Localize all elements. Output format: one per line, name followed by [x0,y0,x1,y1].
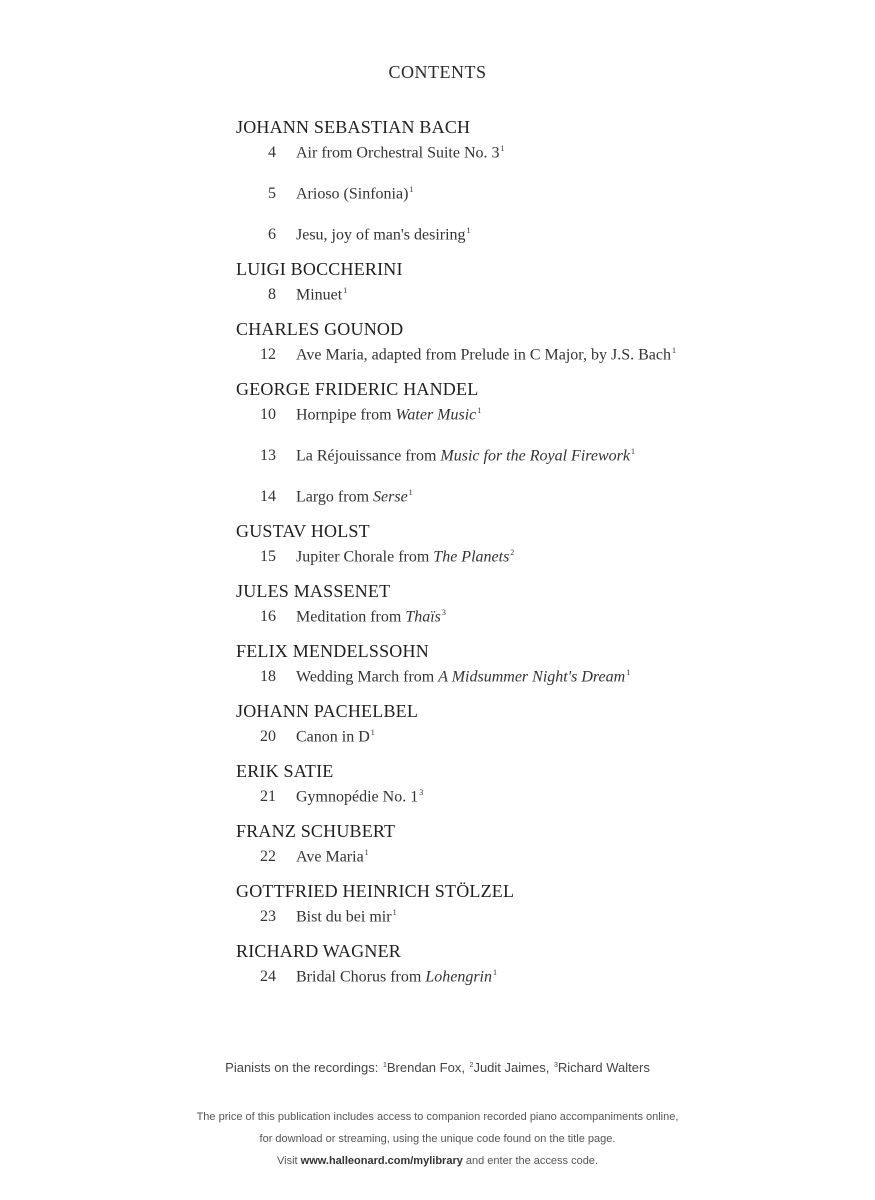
piece-title-text: Gymnopédie No. 1 [296,788,419,806]
access-note-line-1: The price of this publication includes access to companion recorded piano accompaniments online, [196,1111,679,1123]
piece-title-text: Air from Orchestral Suite No. 3 [296,144,500,162]
toc-entry[interactable] [236,842,856,866]
pianist-footnote-marker: 1 [408,488,413,497]
toc-entry[interactable] [236,962,856,986]
page-number: 4 [268,144,276,162]
work-title-italic: The Planets [433,548,510,566]
work-title-italic: Water Music [395,406,477,424]
composer-section [236,521,856,566]
access-note-enter-code: and enter the access code. [462,1155,598,1167]
access-note-line-3 [0,1150,875,1172]
piece-title [296,542,514,567]
toc-entry[interactable] [236,902,856,926]
pianist-name: Brendan Fox [386,1060,462,1075]
piece-title-text: Hornpipe from [296,406,396,424]
piece-title-text: Jesu, joy of man's desiring [296,226,466,244]
piece-title [296,441,635,466]
page-number: 10 [260,406,276,424]
library-url-link[interactable]: www.halleonard.com/mylibrary [300,1155,463,1167]
work-title-italic: Serse [373,488,408,506]
pianist-footnote-marker: 3 [553,1061,558,1069]
page-number: 16 [260,608,276,626]
composer-name: JULES MASSENET [236,581,391,601]
piece-title [296,179,413,204]
pianist-footnote-marker: 1 [671,346,676,355]
page-number: 21 [260,788,276,806]
composer-name: GOTTFRIED HEINRICH STÖLZEL [236,881,515,901]
composer-name: LUIGI BOCCHERINI [236,259,403,279]
composer-section [236,379,856,506]
page-number: 13 [260,447,276,465]
pianist-footnote-marker: 1 [493,968,497,977]
piece-title-text: Largo from [296,488,374,506]
pianist-footnote-marker: 1 [409,185,414,194]
piece-title [296,400,481,425]
access-notes [0,1106,875,1172]
page-number: 5 [268,185,276,203]
composer-name: CHARLES GOUNOD [236,319,404,339]
composer-section [236,881,856,926]
pianist-footnote-marker: 1 [626,668,631,677]
page-number: 18 [260,668,276,686]
toc-entry[interactable] [236,441,856,465]
piece-title-text: Minuet [296,286,343,304]
pianist-footnote-marker: 1 [343,286,348,295]
toc-entry[interactable] [236,138,856,162]
pianist-footnote-marker: 3 [441,608,446,617]
work-title-italic: Lohengrin [425,968,492,986]
pianist-footnote-marker: 1 [364,848,369,857]
work-title-italic: Thaïs [405,608,441,626]
piece-title [296,280,347,305]
toc-entry[interactable] [236,782,856,806]
page-number: 14 [260,488,276,506]
composer-name: GUSTAV HOLST [236,521,370,541]
pianist-footnote-marker: 1 [382,1061,387,1069]
piece-title [296,602,446,627]
toc-entry[interactable] [236,280,856,304]
piece-title [296,842,369,867]
piece-title [296,220,471,245]
composer-name: FELIX MENDELSSOHN [236,641,429,661]
toc-entry[interactable] [236,602,856,626]
table-of-contents [236,117,856,1001]
page-number: 20 [260,728,276,746]
composer-section [236,821,856,866]
composer-name: JOHANN PACHELBEL [236,701,419,721]
composer-section [236,701,856,746]
toc-entry[interactable] [236,179,856,203]
toc-entry[interactable] [236,662,856,686]
piece-title [296,902,397,927]
page-number: 12 [260,346,276,364]
pianist-footnote-marker: 1 [500,144,505,153]
composer-name: RICHARD WAGNER [236,941,401,961]
composer-section [236,641,856,686]
composer-section [236,117,856,244]
piece-title [296,138,505,163]
work-title-italic: A Midsummer Night's Dream [438,668,626,686]
pianist-footnote-marker: 2 [469,1061,474,1069]
composer-name: FRANZ SCHUBERT [236,821,396,841]
composer-name: ERIK SATIE [236,761,334,781]
page-number: 15 [260,548,276,566]
composer-section [236,259,856,304]
pianist-name: Judit Jaimes [473,1060,546,1075]
access-note-line-2: for download or streaming, using the unique code found on the title page. [259,1133,616,1145]
toc-entry[interactable] [236,220,856,244]
piece-title-text: Arioso (Sinfonia) [296,185,409,203]
piece-title [296,340,676,365]
pianist-footnote-marker: 1 [392,908,397,917]
piece-title [296,482,413,507]
pianist-footnote-marker: 3 [419,788,424,797]
pianist-separator: , [461,1060,469,1075]
piece-title-text: La Réjouissance from [296,447,441,465]
pianist-separator: , [545,1060,553,1075]
pianists-credit [0,1060,875,1075]
page-number: 6 [268,226,276,244]
composer-section [236,941,856,986]
pianist-footnote-marker: 1 [631,447,635,456]
pianist-footnote-marker: 1 [466,226,471,235]
page-number: 24 [260,968,276,986]
toc-entry[interactable] [236,340,856,364]
piece-title-text: Meditation from [296,608,406,626]
composer-section [236,581,856,626]
piece-title-text: Jupiter Chorale from [296,548,434,566]
piece-title-text: Wedding March from [296,668,439,686]
piece-title [296,722,375,747]
piece-title-text: Canon in D [296,728,370,746]
pianist-footnote-marker: 1 [370,728,375,737]
page-number: 22 [260,848,276,866]
access-note-visit: Visit [277,1155,301,1167]
pianist-name: Richard Walters [557,1060,650,1075]
composer-section [236,319,856,364]
piece-title-text: Bridal Chorus from [296,968,426,986]
piece-title-text: Ave Maria, adapted from Prelude in C Major, by J.S. Bach [296,346,671,364]
pianist-footnote-marker: 1 [477,406,482,415]
pianist-footnote-marker: 2 [510,548,515,557]
piece-title-text: Bist du bei mir [296,908,392,926]
piece-title [296,662,630,687]
composer-name: GEORGE FRIDERIC HANDEL [236,379,479,399]
toc-entry[interactable] [236,542,856,566]
work-title-italic: Music for the Royal Firework [440,447,630,465]
toc-entry[interactable] [236,482,856,506]
piece-title-text: Ave Maria [296,848,364,866]
composer-name: JOHANN SEBASTIAN BACH [236,117,471,137]
piece-title [296,962,497,987]
toc-entry[interactable] [236,722,856,746]
page-title: CONTENTS [388,62,487,82]
composer-section [236,761,856,806]
piece-title [296,782,423,807]
page-number: 23 [260,908,276,926]
pianists-prefix: Pianists on the recordings: [225,1060,382,1075]
page-number: 8 [268,286,276,304]
toc-entry[interactable] [236,400,856,424]
